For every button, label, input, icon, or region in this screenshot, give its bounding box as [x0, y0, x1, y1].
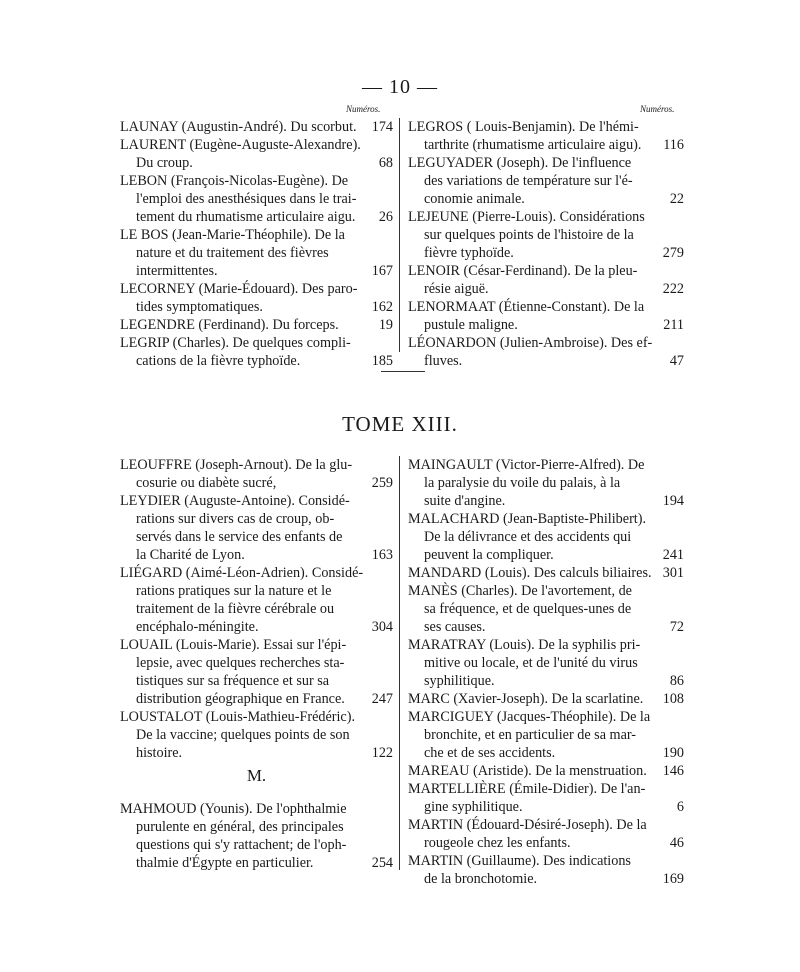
entries-column-left-2 [120, 456, 393, 762]
entry-number: 116 [660, 136, 684, 154]
entries-column-left-m [120, 800, 393, 872]
index-entry [408, 816, 684, 852]
entry-number: 174 [369, 118, 393, 136]
column-divider [399, 118, 400, 352]
entry-line: conomie animale. [424, 191, 525, 207]
entry-line: questions qui s'y rattachent; de l'oph- [136, 837, 347, 853]
index-entry [120, 172, 393, 226]
entry-line: distribution géographique en France. [136, 691, 345, 707]
entry-line: tement du rhumatisme articulaire aigu. [136, 209, 356, 225]
entry-number: 146 [660, 762, 684, 780]
entry-line: fluves. [424, 353, 463, 369]
index-entry [408, 334, 684, 370]
entry-line: LENOIR (César-Ferdinand). De la pleu- [408, 263, 638, 279]
index-entry [120, 456, 393, 492]
entry-line: LEGROS ( Louis-Benjamin). De l'hémi- [408, 119, 639, 135]
entry-line: lepsie, avec quelques recherches sta- [136, 655, 345, 671]
entry-number: 86 [667, 672, 684, 690]
entry-number: 241 [660, 546, 684, 564]
entry-line: intermittentes. [136, 263, 218, 279]
index-entry [120, 136, 393, 172]
entry-number: 222 [660, 280, 684, 298]
entry-line: che et de ses accidents. [424, 745, 556, 761]
entry-line: servés dans le service des enfants de [136, 529, 343, 545]
index-entry [120, 492, 393, 564]
entry-line: LÉONARDON (Julien-Ambroise). Des ef- [408, 335, 653, 351]
entry-number: 19 [376, 316, 393, 334]
entry-number: 211 [660, 316, 684, 334]
index-entry [408, 852, 684, 888]
index-entry [120, 334, 393, 370]
entry-line: rougeole chez les enfants. [424, 835, 571, 851]
entry-number: 167 [369, 262, 393, 280]
entry-line: ses causes. [424, 619, 486, 635]
entry-line: LEOUFFRE (Joseph-Arnout). De la glu- [120, 457, 353, 473]
entry-line: LECORNEY (Marie-Édouard). Des paro- [120, 281, 358, 297]
index-entry [408, 690, 684, 708]
entry-line: de la bronchotomie. [424, 871, 538, 887]
entry-line: tistiques sur sa fréquence et sur sa [136, 673, 330, 689]
entry-line: traitement de la fièvre cérébrale ou [136, 601, 335, 617]
entry-number: 47 [667, 352, 684, 370]
entry-line: LEJEUNE (Pierre-Louis). Considérations [408, 209, 645, 225]
entry-number: 46 [667, 834, 684, 852]
entry-number: 68 [376, 154, 393, 172]
entry-line: MARTELLIÈRE (Émile-Didier). De l'an- [408, 781, 646, 797]
entry-number: 26 [376, 208, 393, 226]
entry-number: 190 [660, 744, 684, 762]
entry-line: MAREAU (Aristide). De la menstruation. [408, 763, 647, 779]
entry-line: peuvent la compliquer. [424, 547, 554, 563]
entry-number: 169 [660, 870, 684, 888]
column-label-right: Numéros. [640, 104, 675, 114]
entry-line: histoire. [136, 745, 183, 761]
index-entry [120, 226, 393, 280]
index-entry [408, 510, 684, 564]
section-separator [381, 371, 425, 372]
entry-number: 162 [369, 298, 393, 316]
entry-line: LENORMAAT (Étienne-Constant). De la [408, 299, 645, 315]
entry-line: suite d'angine. [424, 493, 506, 509]
entry-number: 254 [369, 854, 393, 872]
letter-heading: M. [246, 766, 267, 785]
entry-line: la paralysie du voile du palais, à la [424, 475, 621, 491]
entry-number: 6 [674, 798, 684, 816]
entry-number: 122 [369, 744, 393, 762]
entry-line: l'emploi des anesthésiques dans le trai- [136, 191, 357, 207]
entry-line: fièvre typhoïde. [424, 245, 514, 261]
entry-line: LOUAIL (Louis-Marie). Essai sur l'épi- [120, 637, 347, 653]
entry-number: 108 [660, 690, 684, 708]
entry-line: thalmie d'Égypte en particulier. [136, 855, 314, 871]
index-entry [408, 208, 684, 262]
index-entry [120, 800, 393, 872]
index-entry [120, 636, 393, 708]
entry-line: mitive ou locale, et de l'unité du virus [424, 655, 638, 671]
entry-number: 247 [369, 690, 393, 708]
column-divider [399, 456, 400, 870]
entry-line: LAURENT (Eugène-Auguste-Alexandre). [120, 137, 361, 153]
index-entry [408, 708, 684, 762]
entry-line: MAHMOUD (Younis). De l'ophthalmie [120, 801, 347, 817]
entry-line: sur quelques points de l'histoire de la [424, 227, 634, 243]
entries-column-right-2 [408, 456, 684, 888]
entry-line: De la délivrance et des accidents qui [424, 529, 632, 545]
entry-line: bronchite, et en particulier de sa mar- [424, 727, 637, 743]
entry-line: des variations de température sur l'é- [424, 173, 633, 189]
entry-number: 72 [667, 618, 684, 636]
index-entry [408, 564, 684, 582]
entry-line: cosurie ou diabète sucré, [136, 475, 277, 491]
index-entry [408, 456, 684, 510]
entry-line: LEGUYADER (Joseph). De l'influence [408, 155, 632, 171]
entry-line: encéphalo-méningite. [136, 619, 259, 635]
entry-number: 301 [660, 564, 684, 582]
index-entry [120, 316, 393, 334]
entry-line: MARTIN (Édouard-Désiré-Joseph). De la [408, 817, 647, 833]
entry-number: 304 [369, 618, 393, 636]
entry-number: 22 [667, 190, 684, 208]
entry-line: tarthrite (rhumatisme articulaire aigu). [424, 137, 642, 153]
entry-line: LAUNAY (Augustin-André). Du scorbut. [120, 119, 357, 135]
entry-line: rations pratiques sur la nature et le [136, 583, 332, 599]
index-entry [408, 582, 684, 636]
entry-line: résie aiguë. [424, 281, 489, 297]
column-label-left: Numéros. [346, 104, 381, 114]
entries-column-left-1 [120, 118, 393, 370]
index-entry [120, 118, 393, 136]
index-entry [408, 780, 684, 816]
entry-line: LEGENDRE (Ferdinand). Du forceps. [120, 317, 339, 333]
entry-line: Du croup. [136, 155, 193, 171]
entry-line: MAINGAULT (Victor-Pierre-Alfred). De [408, 457, 645, 473]
index-entry [408, 118, 684, 154]
index-entry [408, 262, 684, 298]
tome-heading: TOME XIII. [342, 412, 458, 436]
index-entry [120, 564, 393, 636]
entry-line: LE BOS (Jean-Marie-Théophile). De la [120, 227, 345, 243]
entry-line: pustule maligne. [424, 317, 518, 333]
entry-line: LEGRIP (Charles). De quelques compli- [120, 335, 351, 351]
entry-line: MANDARD (Louis). Des calculs biliaires. [408, 565, 652, 581]
entry-line: MARATRAY (Louis). De la syphilis pri- [408, 637, 641, 653]
entry-number: 185 [369, 352, 393, 370]
entry-line: De la vaccine; quelques points de son [136, 727, 350, 743]
entry-line: LIÉGARD (Aimé-Léon-Adrien). Considé- [120, 565, 364, 581]
entry-line: LEYDIER (Auguste-Antoine). Considé- [120, 493, 350, 509]
index-entry [408, 154, 684, 208]
entry-line: sa fréquence, et de quelques-unes de [424, 601, 632, 617]
entry-number: 259 [369, 474, 393, 492]
entry-line: gine syphilitique. [424, 799, 523, 815]
entry-line: cations de la fièvre typhoïde. [136, 353, 301, 369]
index-entry [408, 762, 684, 780]
entries-column-right-1 [408, 118, 684, 370]
index-entry [408, 298, 684, 334]
entry-number: 194 [660, 492, 684, 510]
page-number: — 10 — [362, 76, 438, 98]
entry-line: MARC (Xavier-Joseph). De la scarlatine. [408, 691, 644, 707]
entry-number: 279 [660, 244, 684, 262]
entry-line: syphilitique. [424, 673, 495, 689]
index-entry [120, 280, 393, 316]
index-entry [408, 636, 684, 690]
entry-line: LEBON (François-Nicolas-Eugène). De [120, 173, 349, 189]
entry-number: 163 [369, 546, 393, 564]
entry-line: MARCIGUEY (Jacques-Théophile). De la [408, 709, 651, 725]
entry-line: purulente en général, des principales [136, 819, 344, 835]
entry-line: MARTIN (Guillaume). Des indications [408, 853, 631, 869]
entry-line: la Charité de Lyon. [136, 547, 245, 563]
entry-line: rations sur divers cas de croup, ob- [136, 511, 335, 527]
entry-line: tides symptomatiques. [136, 299, 263, 315]
entry-line: MALACHARD (Jean-Baptiste-Philibert). [408, 511, 647, 527]
index-entry [120, 708, 393, 762]
entry-line: MANÈS (Charles). De l'avortement, de [408, 583, 632, 599]
entry-line: LOUSTALOT (Louis-Mathieu-Frédéric). [120, 709, 356, 725]
entry-line: nature et du traitement des fièvres [136, 245, 329, 261]
